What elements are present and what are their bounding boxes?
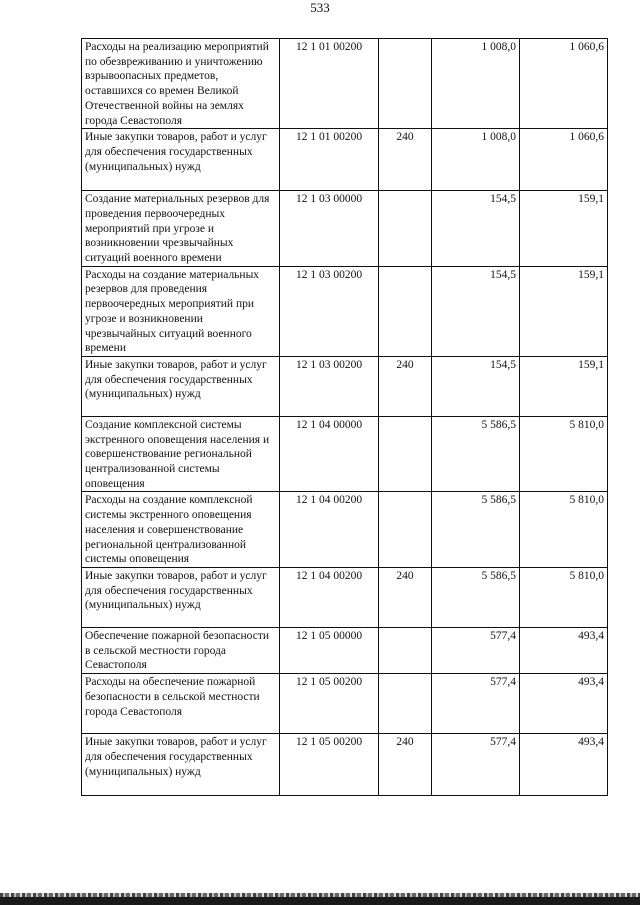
- row-amount-year1: 5 586,5: [432, 567, 520, 627]
- row-amount-year2: 493,4: [520, 627, 608, 673]
- row-expense-type: 240: [379, 734, 432, 796]
- row-amount-year2: 5 810,0: [520, 567, 608, 627]
- row-expense-type: [379, 191, 432, 267]
- row-amount-year1: 154,5: [432, 191, 520, 267]
- table-row: [82, 356, 608, 416]
- row-expense-type: 240: [379, 356, 432, 416]
- row-name: Создание комплексной системы экстренного оповещения населения и совершенствование региональной централизованной системы оповещения: [82, 416, 280, 492]
- row-name: Иные закупки товаров, работ и услуг для обеспечения государственных (муниципальных) нужд: [82, 734, 280, 796]
- row-amount-year1: 5 586,5: [432, 492, 520, 568]
- table-row: [82, 129, 608, 191]
- table-row: [82, 567, 608, 627]
- row-amount-year1: 154,5: [432, 356, 520, 416]
- row-target-code: 12 1 04 00000: [280, 416, 379, 492]
- row-amount-year2: 1 060,6: [520, 39, 608, 129]
- row-expense-type: [379, 416, 432, 492]
- row-amount-year1: 5 586,5: [432, 416, 520, 492]
- row-name: Иные закупки товаров, работ и услуг для обеспечения государственных (муниципальных) нужд: [82, 567, 280, 627]
- row-name: Расходы на реализацию мероприятий по обезвреживанию и уничтожению взрывоопасных предметов, оставшихся со времен Великой Отечественной войны на землях города Севастополя: [82, 39, 280, 129]
- row-name: Обеспечение пожарной безопасности в сельской местности города Севастополя: [82, 627, 280, 673]
- row-amount-year1: 577,4: [432, 734, 520, 796]
- page-number: 533: [310, 0, 330, 15]
- table-row: [82, 39, 608, 129]
- row-amount-year2: 159,1: [520, 191, 608, 267]
- row-name: Расходы на обеспечение пожарной безопасности в сельской местности города Севастополя: [82, 674, 280, 734]
- row-name: Иные закупки товаров, работ и услуг для обеспечения государственных (муниципальных) нужд: [82, 129, 280, 191]
- row-target-code: 12 1 05 00200: [280, 734, 379, 796]
- row-target-code: 12 1 05 00200: [280, 674, 379, 734]
- row-expense-type: [379, 266, 432, 356]
- row-amount-year2: 5 810,0: [520, 492, 608, 568]
- table-row: [82, 627, 608, 673]
- row-target-code: 12 1 04 00200: [280, 567, 379, 627]
- table-row: [82, 191, 608, 267]
- row-amount-year1: 577,4: [432, 674, 520, 734]
- row-expense-type: 240: [379, 567, 432, 627]
- row-name: Расходы на создание комплексной системы экстренного оповещения населения и совершенствование региональной централизованной системы оповещения: [82, 492, 280, 568]
- row-expense-type: [379, 39, 432, 129]
- scan-bottom-edge: [0, 897, 640, 905]
- row-target-code: 12 1 01 00200: [280, 39, 379, 129]
- table-row: [82, 492, 608, 568]
- row-expense-type: [379, 492, 432, 568]
- table-row: [82, 734, 608, 796]
- row-amount-year1: 1 008,0: [432, 129, 520, 191]
- row-amount-year1: 1 008,0: [432, 39, 520, 129]
- budget-table: [81, 38, 608, 796]
- row-target-code: 12 1 05 00000: [280, 627, 379, 673]
- row-expense-type: 240: [379, 129, 432, 191]
- row-expense-type: [379, 674, 432, 734]
- row-amount-year2: 159,1: [520, 266, 608, 356]
- row-amount-year1: 154,5: [432, 266, 520, 356]
- row-amount-year1: 577,4: [432, 627, 520, 673]
- row-amount-year2: 493,4: [520, 734, 608, 796]
- table-row: [82, 266, 608, 356]
- row-amount-year2: 5 810,0: [520, 416, 608, 492]
- row-amount-year2: 493,4: [520, 674, 608, 734]
- row-amount-year2: 159,1: [520, 356, 608, 416]
- row-amount-year2: 1 060,6: [520, 129, 608, 191]
- table-row: [82, 416, 608, 492]
- row-target-code: 12 1 03 00200: [280, 356, 379, 416]
- row-target-code: 12 1 01 00200: [280, 129, 379, 191]
- row-name: Иные закупки товаров, работ и услуг для обеспечения государственных (муниципальных) нужд: [82, 356, 280, 416]
- row-expense-type: [379, 627, 432, 673]
- row-target-code: 12 1 03 00200: [280, 266, 379, 356]
- row-name: Создание материальных резервов для проведения первоочередных мероприятий при угрозе и возникновении чрезвычайных ситуаций военного времени: [82, 191, 280, 267]
- row-target-code: 12 1 04 00200: [280, 492, 379, 568]
- row-target-code: 12 1 03 00000: [280, 191, 379, 267]
- table-row: [82, 674, 608, 734]
- row-name: Расходы на создание материальных резервов для проведения первоочередных мероприятий при угрозе и возникновении чрезвычайных ситуаций военного времени: [82, 266, 280, 356]
